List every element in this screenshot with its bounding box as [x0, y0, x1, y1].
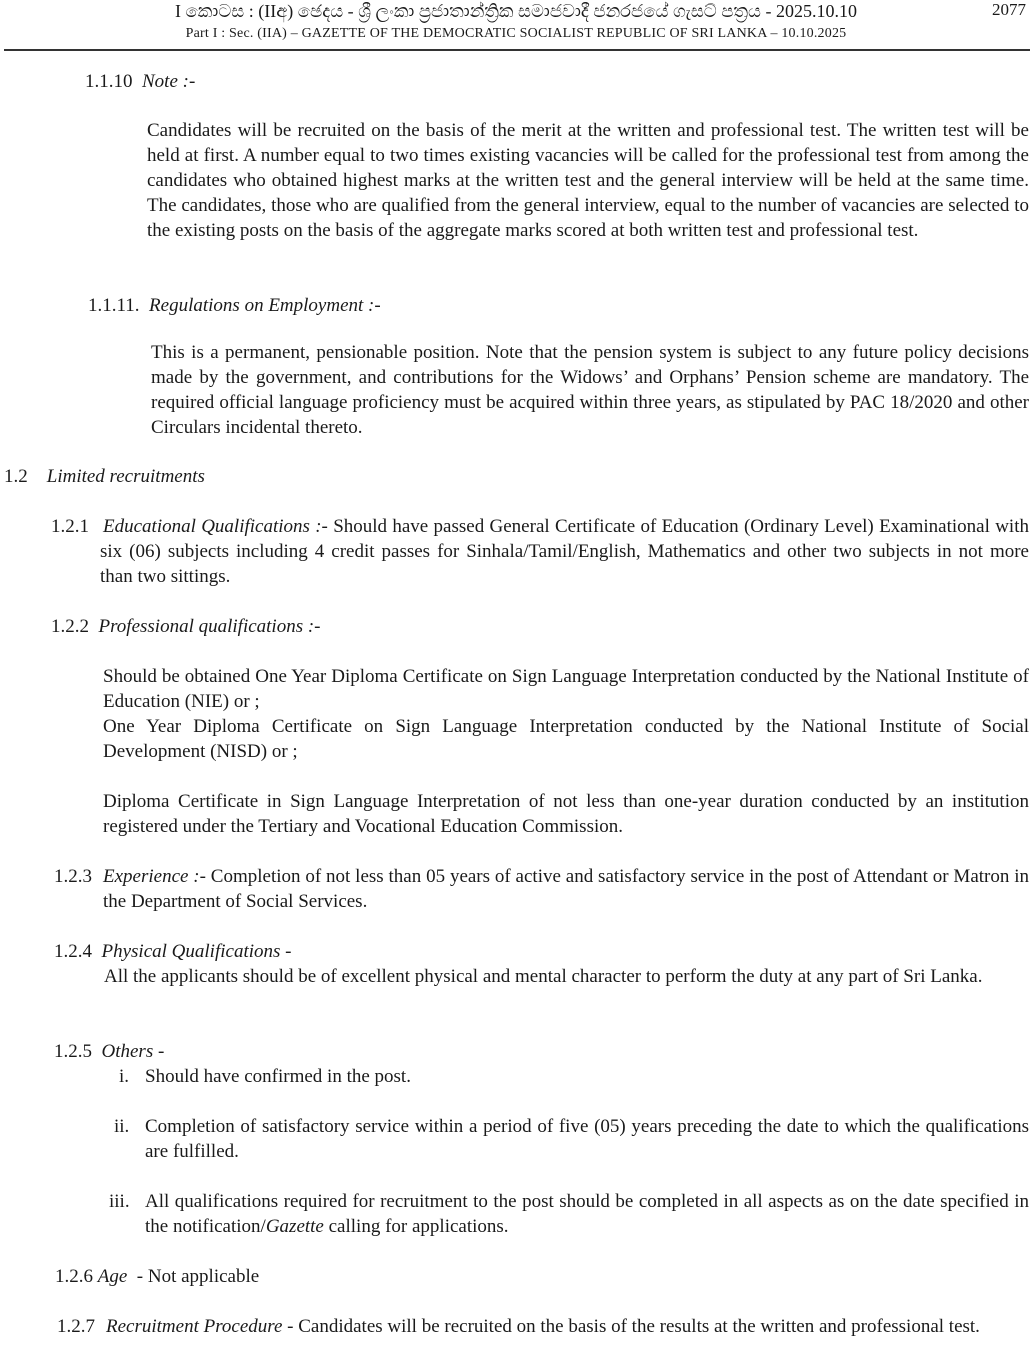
- section-1-2-2-body: [103, 664, 1029, 839]
- header-english-title: Part I : Sec. (IIA) – GAZETTE OF THE DEMOCRATIC SOCIALIST REPUBLIC OF SRI LANKA – 10.10.2025: [185, 26, 847, 41]
- page-header: [0, 0, 1032, 52]
- note-paragraph: Candidates will be recruited on the basis of the merit at the written and professional test. The written test will be held at first. A number equal to two times existing vacancies will be called for the professional test from among the candidates who obtained highest marks at the written test and the general interview will be held at the same time. The candidates, those who are qualified from the general interview, equal to the number of vacancies are selected to the existing posts on the basis of the aggregate marks scored at both written test and professional test.: [147, 120, 1029, 241]
- section-1-1-10-heading: [85, 69, 195, 94]
- list-marker: i.: [119, 1066, 130, 1087]
- list-item: [145, 1064, 1029, 1089]
- section-1-2-5-heading: [54, 1039, 164, 1064]
- section-1-2-3-number: 1.2.3: [54, 866, 92, 887]
- section-title: Physical Qualifications -: [101, 941, 292, 962]
- recruitment-procedure-paragraph: [106, 1314, 1029, 1339]
- section-number: 1.1.10: [85, 71, 133, 92]
- section-title: Recruitment Procedure: [106, 1316, 283, 1337]
- section-text: Should have passed General Certificate of Education (Ordinary Level) Examinational with six (06) subjects including 4 credit passes for Sinhala/Tamil/English, Mathematics and other two subjects in not more than two sittings.: [100, 516, 1029, 587]
- regulations-paragraph: This is a permanent, pensionable position. Note that the pension system is subject to any future policy decisions made by the government, and contributions for the Widows’ and Orphans’ Pension scheme are mandatory. The required official language proficiency must be acquired within three years, as stipulated by PAC 18/2020 and other Circulars incidental thereto.: [151, 342, 1029, 438]
- list-marker: iii.: [109, 1191, 130, 1212]
- section-1-1-11-heading: [88, 293, 381, 318]
- physical-qualifications-paragraph: All the applicants should be of excellent physical and mental character to perform the duty at any part of Sri Lanka.: [104, 966, 983, 987]
- section-1-2-7-body: [106, 1314, 1029, 1339]
- section-1-2-1-number: 1.2.1: [51, 516, 89, 537]
- section-1-2-heading: [4, 464, 205, 489]
- section-title: Regulations on Employment :-: [149, 295, 381, 316]
- list-item-text: [145, 1189, 1029, 1239]
- educational-qualifications-paragraph: [100, 514, 1029, 589]
- section-title: Note :-: [142, 71, 196, 92]
- header-sinhala-title: I කොටස : (IIඅ) ඡෙදය - ශ්‍රී ලංකා ප්‍රජාතාන්ත්‍රික සමාජවාදී ජනරජයේ ගැසට් පත්‍රය - 2025.10.10: [175, 1, 857, 21]
- section-1-2-2-heading: [51, 614, 321, 639]
- section-text: - Candidates will be recruited on the basis of the results at the written and professional test.: [282, 1316, 980, 1337]
- section-1-1-11-body: [151, 340, 1029, 440]
- section-title: Limited recruitments: [46, 466, 205, 487]
- section-title: Others -: [101, 1041, 165, 1062]
- section-1-2-7-number: 1.2.7: [57, 1316, 95, 1337]
- section-number: 1.2: [4, 466, 28, 487]
- section-1-2-4-heading: [54, 939, 291, 964]
- list-item-text: Completion of satisfactory service within a period of five (05) years preceding the date to which the qualifications are fulfilled.: [145, 1116, 1029, 1162]
- section-number: 1.2.6: [55, 1266, 93, 1287]
- section-title: Educational Qualifications :-: [103, 516, 328, 537]
- section-1-2-3-body: [103, 864, 1029, 914]
- section-number: 1.1.11.: [88, 295, 140, 316]
- section-number: 1.2.5: [54, 1041, 92, 1062]
- qualification-paragraph-nie: Should be obtained One Year Diploma Certificate on Sign Language Interpretation conducted by the National Institute of Education (NIE) or ;: [103, 666, 1029, 712]
- experience-paragraph: [103, 864, 1029, 914]
- list-item: [145, 1114, 1029, 1164]
- section-title: Professional qualifications :-: [98, 616, 321, 637]
- section-1-2-1-body: [100, 514, 1029, 589]
- qualification-paragraph-nisd: One Year Diploma Certificate on Sign Language Interpretation conducted by the National Institute of Social Development (NISD) or ;: [103, 716, 1029, 762]
- list-item-text-start: All qualifications required for recruitment to the post should be completed in all aspects as on the date specified in the notification/: [145, 1191, 1029, 1237]
- section-title: Experience :-: [103, 866, 206, 887]
- section-number: 1.2.2: [51, 616, 89, 637]
- section-text: - Not applicable: [127, 1266, 260, 1287]
- gazette-word: Gazette: [265, 1216, 324, 1237]
- header-rule: [4, 49, 1030, 51]
- page-number: 2077: [992, 0, 1026, 19]
- section-1-2-6-line: [55, 1264, 259, 1289]
- section-1-1-10-body: [147, 118, 1029, 243]
- section-text: Completion of not less than 05 years of active and satisfactory service in the post of Attendant or Matron in the Department of Social Services.: [103, 866, 1029, 912]
- section-number: 1.2.4: [54, 941, 92, 962]
- list-marker: ii.: [114, 1116, 130, 1137]
- qualification-paragraph-tvec: Diploma Certificate in Sign Language Interpretation of not less than one-year duration conducted by an institution registered under the Tertiary and Vocational Education Commission.: [103, 791, 1029, 837]
- list-item-text-end: calling for applications.: [323, 1216, 509, 1237]
- list-item: [145, 1189, 1029, 1239]
- list-item-text: Should have confirmed in the post.: [145, 1066, 411, 1087]
- section-1-2-4-body: [104, 964, 1029, 989]
- section-title: Age: [97, 1266, 128, 1287]
